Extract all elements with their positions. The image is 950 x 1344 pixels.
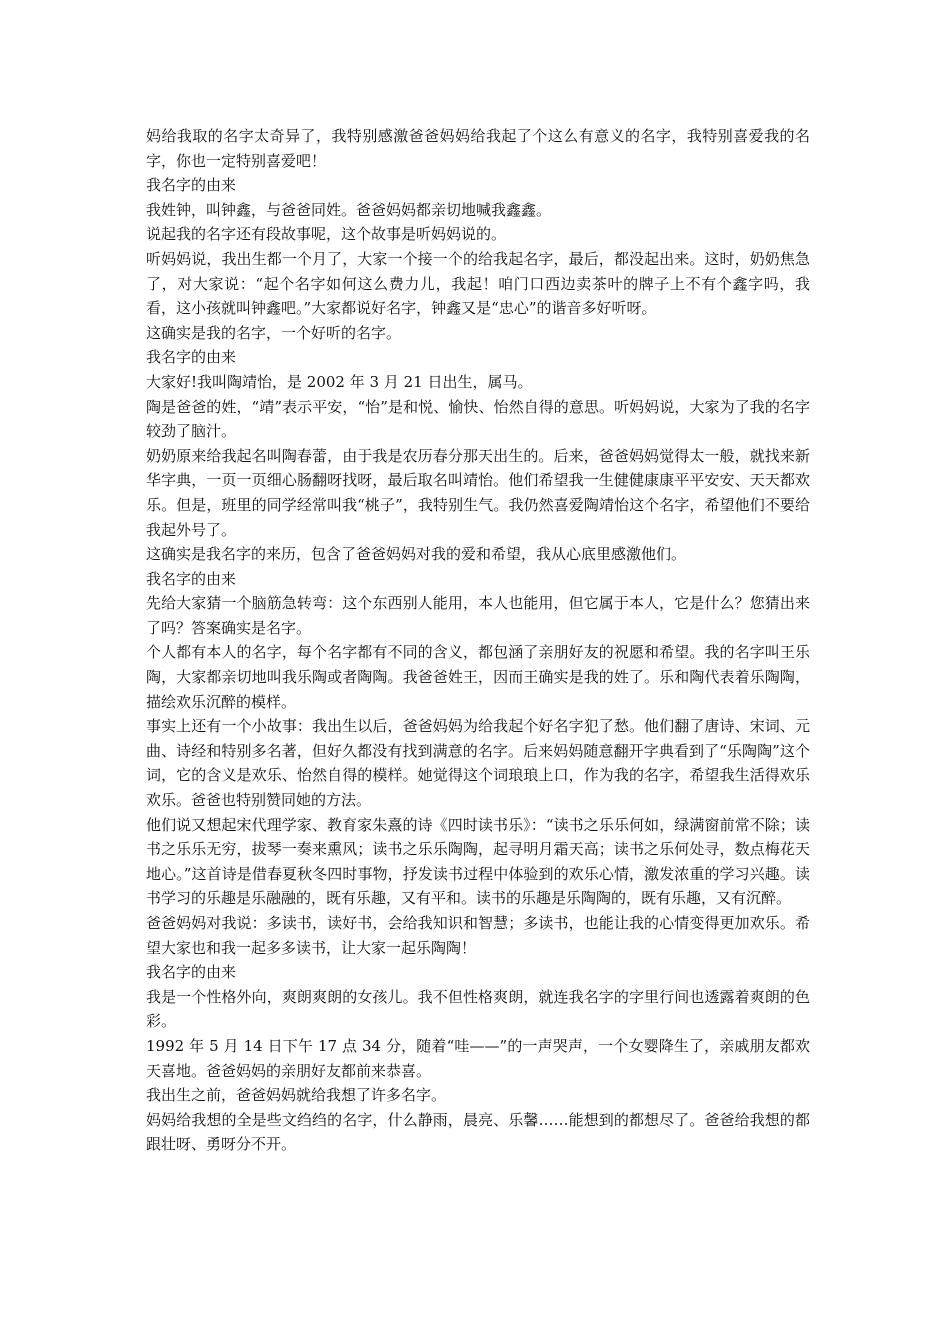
paragraph: 这确实是我的名字，一个好听的名字。 (146, 323, 402, 342)
paragraph: 我姓钟，叫钟鑫，与爸爸同姓。爸爸妈妈都亲切地喊我鑫鑫。 (146, 200, 552, 219)
paragraph: 爸爸妈妈对我说：多读书，读好书，会给我知识和智慧；多读书，也能让我的心情变得更加欢乐。希望大家也和我一起多多读书，让大家一起乐陶陶！ (146, 914, 810, 957)
paragraph: 说起我的名字还有段故事呢，这个故事是听妈妈说的。 (146, 225, 507, 244)
paragraph: 我出生之前，爸爸妈妈就给我想了许多名字。 (146, 1086, 447, 1105)
paragraph: 陶是爸爸的姓，“靖”表示平安，“怡”是和悦、愉快、怡然自得的意思。听妈妈说，大家为了我的名字较劲了脑汁。 (146, 397, 810, 441)
paragraph: 大家好!我叫陶靖怡，是 2002 年 3 月 21 日出生，属马。 (146, 372, 533, 391)
paragraph: 他们说又想起宋代理学家、教育家朱熹的诗《四时读书乐》：“读书之乐乐何如，绿满窗前常不除；读书之乐乐无穷，拔琴一奏来熏风；读书之乐乐陶陶，起寻明月霜天高；读书之乐何处寻，数点梅花天地心。”这首诗是借春夏秋冬四时事物，抒发读书过程中体验到的欢乐心情，激发浓重的学习兴趣。读书学习的乐趣是乐融融的，既有乐趣，又有平和。读书的乐趣是乐陶陶的，既有乐趣，又有沉醉。 (146, 815, 810, 908)
document-page (146, 124, 810, 1157)
section-heading: 我名字的由来 (146, 569, 237, 588)
paragraph: 我是一个性格外向，爽朗爽朗的女孩儿。我不但性格爽朗，就连我名字的字里行间也透露着爽朗的色彩。 (146, 987, 810, 1031)
paragraph: 妈给我取的名字太奇异了，我特别感激爸爸妈妈给我起了个这么有意义的名字，我特别喜爱我的名字，你也一定特别喜爱吧！ (146, 127, 810, 170)
paragraph: 听妈妈说，我出生都一个月了，大家一个接一个的给我起名字，最后，都没起出来。这时，奶奶焦急了，对大家说：“起个名字如何这么费力儿，我起！咱门口西边卖茶叶的牌子上不有个鑫字吗，我看，这小孩就叫钟鑫吧。”大家都说好名字，钟鑫又是“忠心”的谐音多好听呀。 (146, 249, 810, 318)
section-heading: 我名字的由来 (146, 963, 237, 982)
paragraph: 事实上还有一个小故事：我出生以后，爸爸妈妈为给我起个好名字犯了愁。他们翻了唐诗、宋词、元曲、诗经和特别多名著，但好久都没有找到满意的名字。后来妈妈随意翻开字典看到了“乐陶陶”这个词，它的含义是欢乐、怡然自得的模样。她觉得这个词琅琅上口，作为我的名字，希望我生活得欢乐欢乐。爸爸也特别赞同她的方法。 (146, 717, 810, 810)
paragraph: 这确实是我名字的来历，包含了爸爸妈妈对我的爱和希望，我从心底里感激他们。 (146, 545, 687, 564)
paragraph: 个人都有本人的名字，每个名字都有不同的含义，都包涵了亲朋好友的祝愿和希望。我的名字叫王乐陶，大家都亲切地叫我乐陶或者陶陶。我爸爸姓王，因而王确实是我的姓了。乐和陶代表着乐陶陶，描绘欢乐沉醉的模样。 (146, 643, 810, 711)
paragraph: 1992 年 5 月 14 日下午 17 点 34 分，随着“哇——”的一声哭声，一个女婴降生了，亲戚朋友都欢天喜地。爸爸妈妈的亲朋好友都前来恭喜。 (146, 1036, 810, 1080)
section-heading: 我名字的由来 (146, 176, 237, 195)
paragraph: 妈妈给我想的全是些文绉绉的名字，什么静雨，晨亮、乐馨……能想到的都想尽了。爸爸给我想的都跟壮呀、勇呀分不开。 (146, 1110, 810, 1154)
paragraph: 先给大家猜一个脑筋急转弯：这个东西别人能用，本人也能用，但它属于本人，它是什么？您猜出来了吗？答案确实是名字。 (146, 594, 810, 637)
paragraph: 奶奶原来给我起名叫陶春蕾，由于我是农历春分那天出生的。后来，爸爸妈妈觉得太一般，就找来新华字典，一页一页细心肠翻呀找呀，最后取名叫靖怡。他们希望我一生健健康康平平安安、天天都欢乐。但是，班里的同学经常叫我“桃子”，我特别生气。我仍然喜爱陶靖怡这个名字，希望他们不要给我起外号了。 (146, 446, 810, 539)
section-heading: 我名字的由来 (146, 348, 237, 367)
